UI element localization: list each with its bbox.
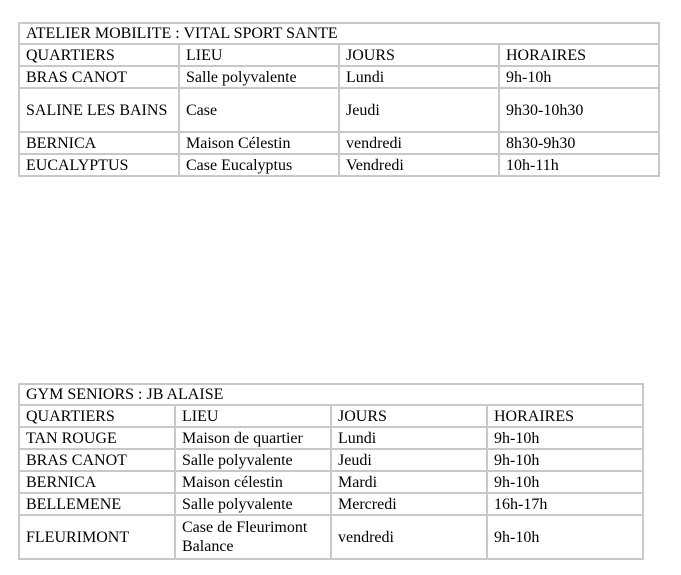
header-cell: HORAIRES (499, 44, 659, 66)
table-cell: Jeudi (339, 88, 499, 132)
table-cell: Maison Célestin (179, 132, 339, 154)
table-cell: BERNICA (19, 471, 175, 493)
table-cell: Salle polyvalente (179, 66, 339, 88)
header-cell: LIEU (175, 405, 331, 427)
table-row (19, 471, 643, 493)
table-cell: EUCALYPTUS (19, 154, 179, 176)
table-cell: Lundi (339, 66, 499, 88)
table-cell: Maison de quartier (175, 427, 331, 449)
table-cell: Lundi (331, 427, 487, 449)
table-row (19, 154, 659, 176)
table-cell: vendredi (331, 515, 487, 559)
table-cell: 9h-10h (499, 66, 659, 88)
table-row (19, 515, 643, 559)
table-cell: BRAS CANOT (19, 66, 179, 88)
table-cell: 8h30-9h30 (499, 132, 659, 154)
table-cell: Jeudi (331, 449, 487, 471)
table-cell: Case de Fleurimont Balance (175, 515, 331, 559)
table-cell: Case Eucalyptus (179, 154, 339, 176)
header-cell: QUARTIERS (19, 44, 179, 66)
table-title: GYM SENIORS : JB ALAISE (19, 384, 643, 405)
table-row (19, 449, 643, 471)
table-cell: 9h-10h (487, 471, 643, 493)
header-cell: QUARTIERS (19, 405, 175, 427)
table-cell: 9h-10h (487, 449, 643, 471)
table-cell: TAN ROUGE (19, 427, 175, 449)
table-row (19, 427, 643, 449)
table-header-row (19, 405, 643, 427)
header-cell: LIEU (179, 44, 339, 66)
header-cell: HORAIRES (487, 405, 643, 427)
table-cell: Mardi (331, 471, 487, 493)
table-title: ATELIER MOBILITE : VITAL SPORT SANTE (19, 23, 659, 44)
table-cell: 9h-10h (487, 427, 643, 449)
table-title-row (19, 384, 643, 405)
table-title-row (19, 23, 659, 44)
table-cell: Maison célestin (175, 471, 331, 493)
table-cell: Case (179, 88, 339, 132)
table-cell: 10h-11h (499, 154, 659, 176)
table-cell: 9h30-10h30 (499, 88, 659, 132)
header-cell: JOURS (331, 405, 487, 427)
table-row (19, 88, 659, 132)
table-cell: vendredi (339, 132, 499, 154)
table-cell: SALINE LES BAINS (19, 88, 179, 132)
table-cell: 9h-10h (487, 515, 643, 559)
table-cell: BELLEMENE (19, 493, 175, 515)
atelier-mobilite-table (18, 22, 660, 177)
table-cell: Salle polyvalente (175, 449, 331, 471)
table-cell: Mercredi (331, 493, 487, 515)
gym-seniors-table (18, 383, 644, 560)
table-row (19, 66, 659, 88)
table-row (19, 132, 659, 154)
table-cell: BRAS CANOT (19, 449, 175, 471)
table-cell: Vendredi (339, 154, 499, 176)
table-cell: FLEURIMONT (19, 515, 175, 559)
table-cell: 16h-17h (487, 493, 643, 515)
table-header-row (19, 44, 659, 66)
header-cell: JOURS (339, 44, 499, 66)
table-cell: Salle polyvalente (175, 493, 331, 515)
table-cell: BERNICA (19, 132, 179, 154)
table-row (19, 493, 643, 515)
